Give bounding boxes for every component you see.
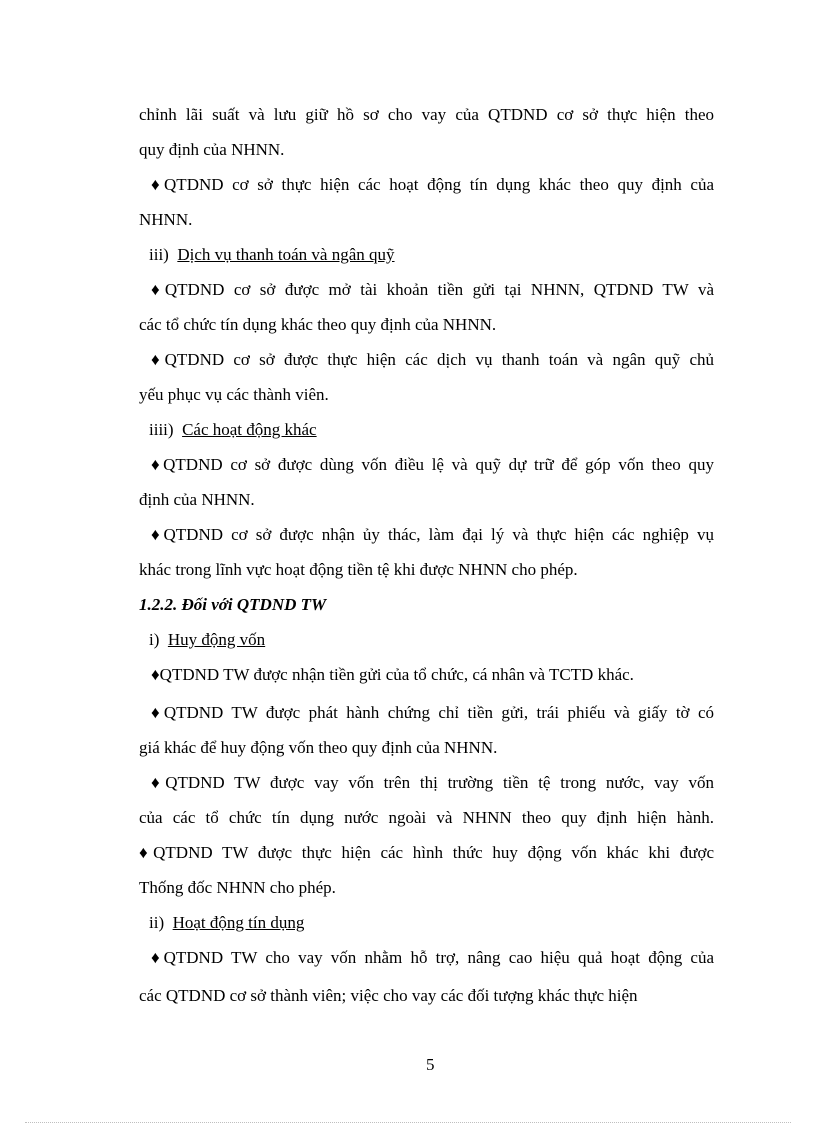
bullet-line: ♦QTDND TW được phát hành chứng chỉ tiền gửi, trái phiếu và giấy tờ có xyxy=(151,703,714,722)
bullet-line: ♦QTDND TW được nhận tiền gửi của tổ chức, cá nhân và TCTD khác. xyxy=(151,665,634,684)
bullet-line: ♦QTDND TW được vay vốn trên thị trường tiền tệ trong nước, vay vốn xyxy=(151,773,714,792)
subsection-heading xyxy=(149,629,265,651)
subsection-number: ii) xyxy=(149,913,165,932)
subsection-heading xyxy=(149,244,395,266)
page-number: 5 xyxy=(426,1055,435,1074)
bullet-line: ♦QTDND cơ sở được mở tài khoản tiền gửi tại NHNN, QTDND TW và xyxy=(151,280,714,299)
paragraph-line: Thống đốc NHNN cho phép. xyxy=(139,878,336,897)
bullet-line: ♦QTDND cơ sở được thực hiện các dịch vụ thanh toán và ngân quỹ chủ xyxy=(151,350,714,369)
subsection-number: i) xyxy=(149,630,160,649)
paragraph-line: của các tổ chức tín dụng nước ngoài và NHNN theo quy định hiện hành. xyxy=(139,808,714,827)
paragraph-line: quy định của NHNN. xyxy=(139,140,285,159)
bullet-line: ♦QTDND TW cho vay vốn nhằm hỗ trợ, nâng cao hiệu quả hoạt động của xyxy=(151,948,714,967)
paragraph-line: yếu phục vụ các thành viên. xyxy=(139,385,329,404)
bullet-line: ♦QTDND cơ sở được dùng vốn điều lệ và quỹ dự trữ để góp vốn theo quy xyxy=(151,455,714,474)
paragraph-line: chỉnh lãi suất và lưu giữ hồ sơ cho vay của QTDND cơ sở thực hiện theo xyxy=(139,105,714,124)
subsection-number: iiii) xyxy=(149,420,174,439)
subsection-heading xyxy=(149,912,304,934)
bullet-line: ♦QTDND cơ sở được nhận ủy thác, làm đại lý và thực hiện các nghiệp vụ xyxy=(151,525,714,544)
paragraph-line: giá khác để huy động vốn theo quy định của NHNN. xyxy=(139,738,498,757)
paragraph-line: định của NHNN. xyxy=(139,490,255,509)
paragraph-line: các tổ chức tín dụng khác theo quy định của NHNN. xyxy=(139,315,497,334)
bullet-line: ♦QTDND cơ sở thực hiện các hoạt động tín dụng khác theo quy định của xyxy=(151,175,714,194)
section-heading: 1.2.2. Đối với QTDND TW xyxy=(139,595,327,614)
subsection-number: iii) xyxy=(149,245,169,264)
bullet-line: ♦QTDND TW được thực hiện các hình thức huy động vốn khác khi được xyxy=(139,843,714,862)
paragraph-line: NHNN. xyxy=(139,210,193,229)
subsection-title: Hoạt động tín dụng xyxy=(172,913,305,932)
subsection-title: Dịch vụ thanh toán và ngân quỹ xyxy=(177,245,395,264)
paragraph-line: khác trong lĩnh vực hoạt động tiền tệ khi được NHNN cho phép. xyxy=(139,560,578,579)
paragraph-line: các QTDND cơ sở thành viên; việc cho vay các đối tượng khác thực hiện xyxy=(139,986,638,1005)
subsection-title: Huy động vốn xyxy=(167,630,266,649)
subsection-heading xyxy=(149,419,317,441)
subsection-title: Các hoạt động khác xyxy=(182,420,317,439)
